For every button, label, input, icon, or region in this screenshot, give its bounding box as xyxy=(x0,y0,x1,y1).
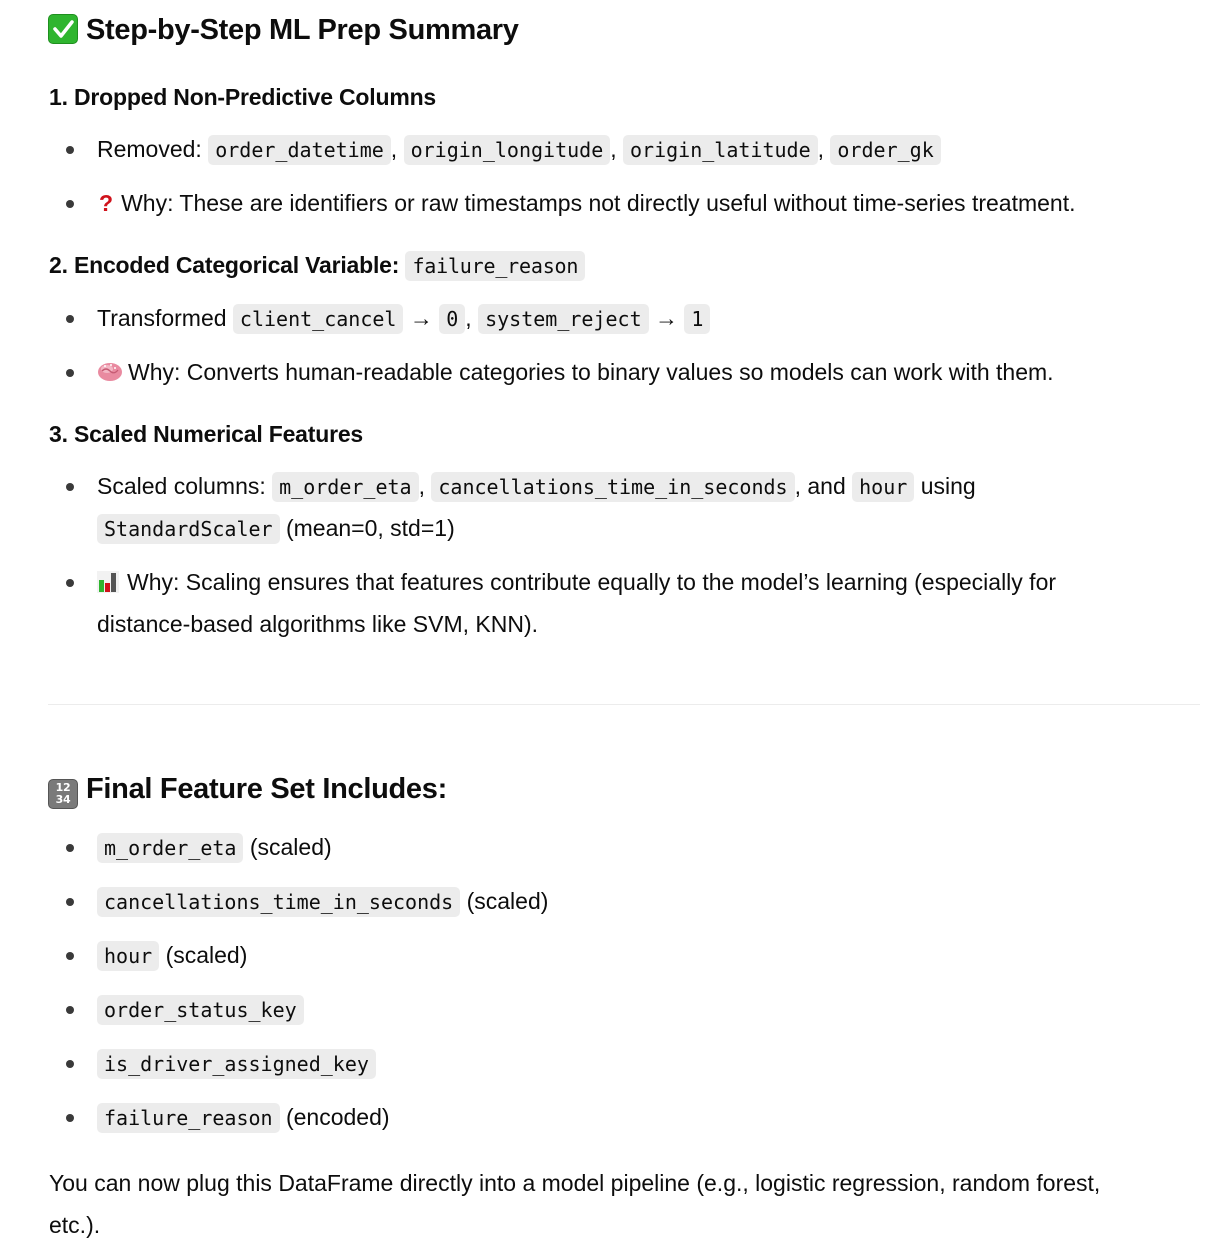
using-text: using xyxy=(920,473,976,499)
bar-chart-icon xyxy=(97,571,119,593)
feature-item xyxy=(97,1104,390,1131)
red-question-mark-icon: ? xyxy=(99,190,114,216)
code-hour: hour xyxy=(852,472,914,502)
feature-code: order_status_key xyxy=(97,995,304,1025)
why-item-2 xyxy=(97,359,1054,386)
scaler-line xyxy=(97,515,455,542)
why-text: Why: Scaling ensures that features contribute equally to the model’s learning (especially for xyxy=(127,569,1057,595)
code-origin-longitude: origin_longitude xyxy=(404,135,611,165)
removed-columns-item: Removed: order_datetime , origin_longitude , origin_latitude , order_gk xyxy=(97,136,941,163)
feature-item xyxy=(97,834,332,861)
bullet xyxy=(66,579,74,587)
section-2-heading-text: 2. Encoded Categorical Variable: xyxy=(49,252,400,278)
section-3-heading: 3. Scaled Numerical Features xyxy=(49,421,363,447)
bullet xyxy=(66,483,74,491)
feature-item xyxy=(97,996,304,1023)
scaled-label: Scaled columns: xyxy=(97,473,266,499)
bullet xyxy=(66,1060,74,1068)
feature-code: failure_reason xyxy=(97,1103,280,1133)
bullet xyxy=(66,844,74,852)
feature-code: is_driver_assigned_key xyxy=(97,1049,376,1079)
code-zero: 0 xyxy=(439,304,465,334)
bullet xyxy=(66,1114,74,1122)
final-heading-text: Final Feature Set Includes: xyxy=(86,773,447,805)
code-one: 1 xyxy=(684,304,710,334)
code-failure-reason: failure_reason xyxy=(405,251,585,281)
divider xyxy=(48,704,1200,705)
icon-digits-top: 12 xyxy=(55,781,71,794)
transformed-label: Transformed xyxy=(97,305,227,331)
bullet xyxy=(66,315,74,323)
feature-note: (scaled) xyxy=(165,942,248,968)
why-item-3 xyxy=(97,569,1056,596)
bullet xyxy=(66,1006,74,1014)
removed-label: Removed: xyxy=(97,136,202,162)
arrow-icon: → xyxy=(655,305,679,331)
code-client-cancel: client_cancel xyxy=(233,304,404,334)
input-numbers-icon xyxy=(48,779,78,809)
and-text: , and xyxy=(794,473,846,499)
title-text: Step-by-Step ML Prep Summary xyxy=(86,14,519,46)
scaler-note: (mean=0, std=1) xyxy=(285,515,455,541)
why-text: Why: These are identifiers or raw timestamps not directly useful without time-series treatment. xyxy=(121,190,1076,216)
code-system-reject: system_reject xyxy=(478,304,649,334)
code-origin-latitude: origin_latitude xyxy=(623,135,818,165)
why-item-1 xyxy=(99,190,1076,217)
bullet xyxy=(66,200,74,208)
check-mark-button-icon xyxy=(48,14,78,44)
page-title xyxy=(48,14,519,47)
feature-item xyxy=(97,1050,376,1077)
code-order-datetime: order_datetime xyxy=(208,135,391,165)
arrow-icon: → xyxy=(409,305,433,331)
code-m-order-eta: m_order_eta xyxy=(272,472,418,502)
code-cancellations-time: cancellations_time_in_seconds xyxy=(431,472,794,502)
bullet xyxy=(66,898,74,906)
feature-item xyxy=(97,942,247,969)
final-heading xyxy=(48,773,447,809)
why-text: Why: Converts human-readable categories to binary values so models can work with them. xyxy=(128,359,1054,385)
bullet xyxy=(66,952,74,960)
section-2-heading xyxy=(49,252,585,279)
feature-code: cancellations_time_in_seconds xyxy=(97,887,460,917)
bullet xyxy=(66,369,74,377)
icon-digits-bottom: 34 xyxy=(55,793,71,806)
closing-line-2: etc.). xyxy=(49,1212,101,1238)
feature-note: (encoded) xyxy=(285,1104,390,1130)
brain-icon xyxy=(97,361,123,383)
closing-line-1: You can now plug this DataFrame directly into a model pipeline (e.g., logistic regression, random forest, xyxy=(49,1170,1101,1196)
feature-code: m_order_eta xyxy=(97,833,243,863)
feature-code: hour xyxy=(97,941,159,971)
code-standard-scaler: StandardScaler xyxy=(97,514,280,544)
feature-note: (scaled) xyxy=(466,888,549,914)
scaled-columns-item: Scaled columns: m_order_eta , cancellations_time_in_seconds , and hour using xyxy=(97,473,976,500)
feature-note: (scaled) xyxy=(249,834,332,860)
transformed-item: Transformed client_cancel → 0 , system_reject → 1 xyxy=(97,305,710,332)
section-1-heading: 1. Dropped Non-Predictive Columns xyxy=(49,84,437,110)
code-order-gk: order_gk xyxy=(830,135,940,165)
why-item-3-cont: distance-based algorithms like SVM, KNN). xyxy=(97,611,538,637)
feature-item xyxy=(97,888,548,915)
bullet xyxy=(66,146,74,154)
